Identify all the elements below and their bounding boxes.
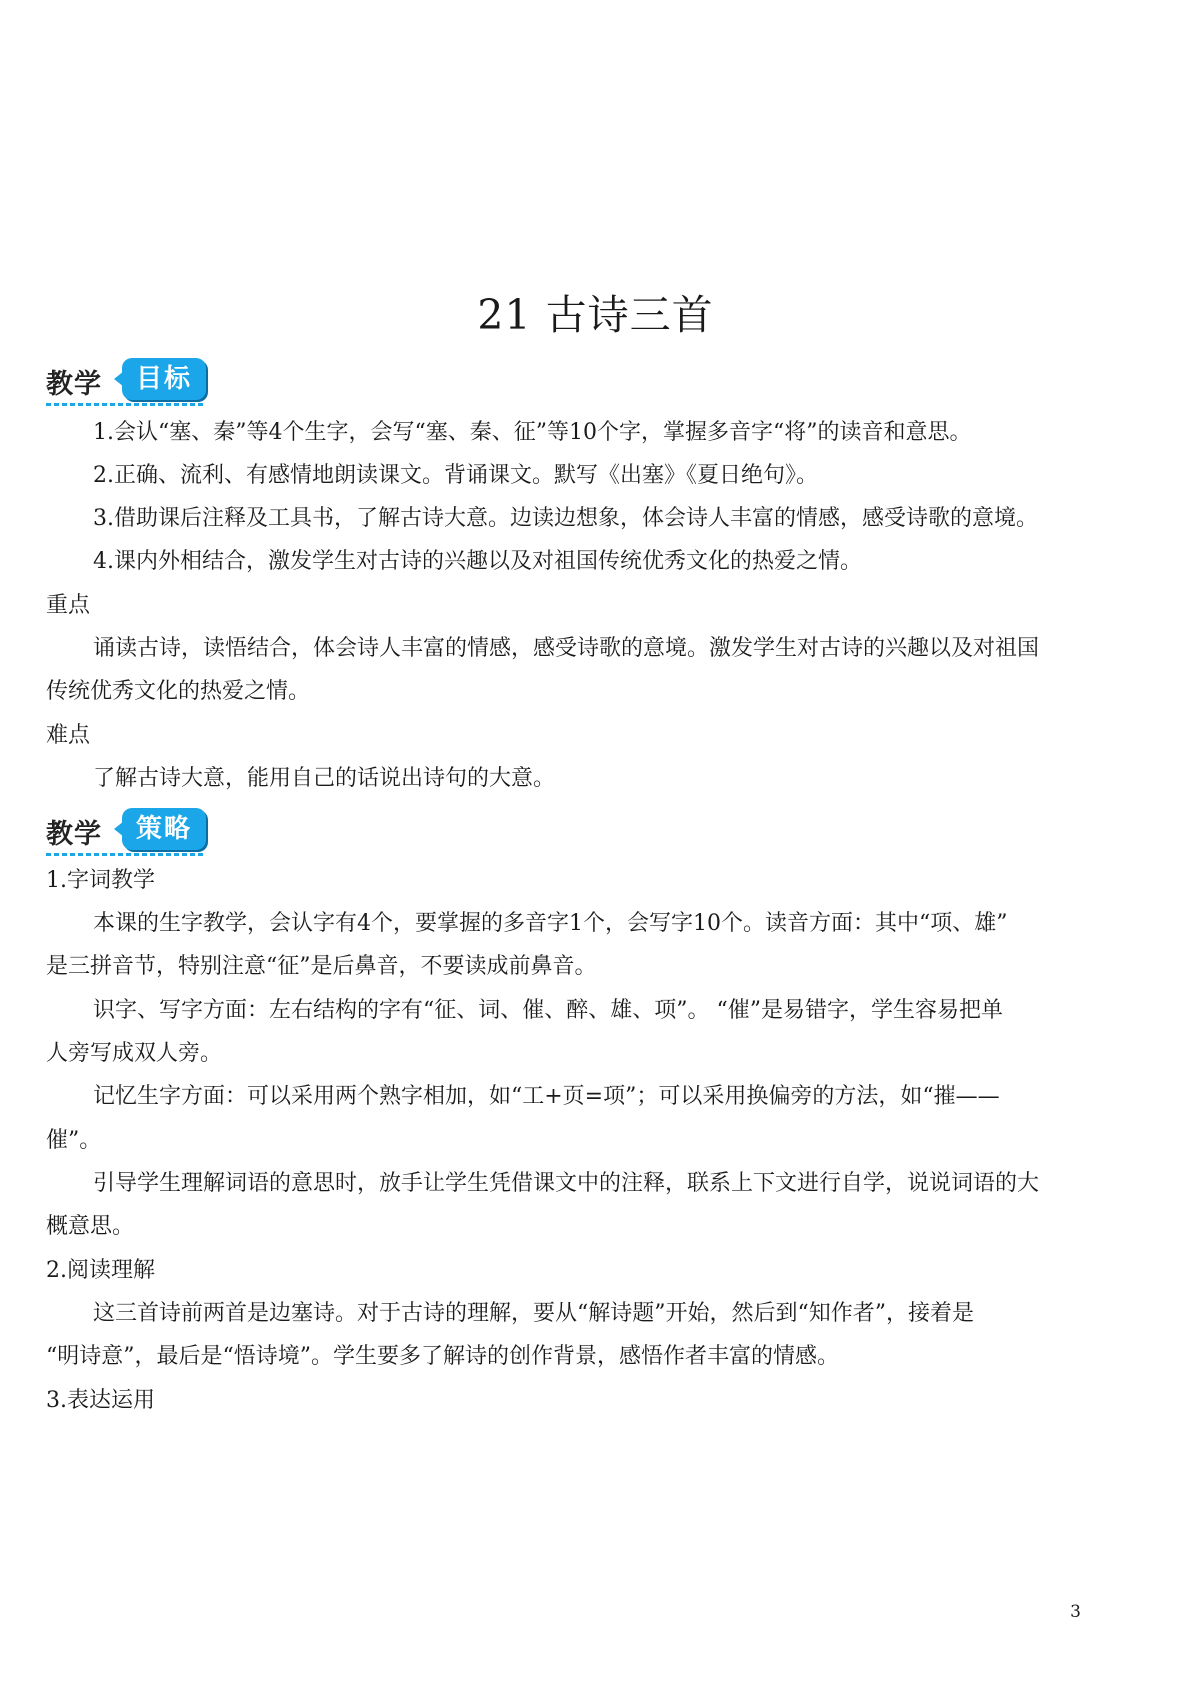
strategy-heading: 1.字词教学 [46, 868, 155, 893]
key-points-text: 传统优秀文化的热爱之情。 [46, 679, 311, 704]
strategy-paragraph: 这三首诗前两首是边塞诗。对于古诗的理解，要从“解诗题”开始，然后到“知作者”，接着是 [93, 1301, 974, 1326]
teaching-strategy-badge [46, 808, 206, 860]
strategy-heading: 3.表达运用 [46, 1388, 155, 1413]
badge-tag: 目标 [122, 358, 206, 400]
strategy-paragraph: 概意思。 [46, 1214, 135, 1239]
badge-label: 教学 [46, 369, 102, 400]
strategy-paragraph: 催”。 [46, 1128, 102, 1153]
strategy-paragraph: 人旁写成双人旁。 [46, 1041, 223, 1066]
badge-tag: 策略 [122, 808, 206, 850]
badge-underline [46, 403, 206, 406]
page-number: 3 [1070, 1602, 1081, 1622]
strategy-heading: 2.阅读理解 [46, 1258, 155, 1283]
difficulties-heading: 难点 [46, 723, 91, 748]
key-points-text: 诵读古诗，读悟结合，体会诗人丰富的情感，感受诗歌的意境。激发学生对古诗的兴趣以及对祖国 [93, 636, 1040, 661]
goal-item: 3.借助课后注释及工具书，了解古诗大意。边读边想象，体会诗人丰富的情感，感受诗歌的意境。 [93, 506, 1038, 531]
strategy-paragraph: 是三拼音节，特别注意“征”是后鼻音，不要读成前鼻音。 [46, 954, 597, 979]
goal-item: 1.会认“塞、秦”等4个生字，会写“塞、秦、征”等10个字，掌握多音字“将”的读音和意思。 [93, 420, 972, 445]
badge-underline [46, 853, 206, 856]
strategy-paragraph: 识字、写字方面：左右结构的字有“征、词、催、醉、雄、项”。 “催”是易错字，学生容易把单 [93, 998, 1003, 1023]
teaching-goals-badge [46, 358, 206, 410]
key-points-heading: 重点 [46, 593, 91, 618]
goal-item: 2.正确、流利、有感情地朗读课文。背诵课文。默写《出塞》《夏日绝句》。 [93, 463, 818, 488]
strategy-paragraph: “明诗意”，最后是“悟诗境”。学生要多了解诗的创作背景，感悟作者丰富的情感。 [46, 1344, 839, 1369]
badge-label: 教学 [46, 819, 102, 850]
goal-item: 4.课内外相结合，激发学生对古诗的兴趣以及对祖国传统优秀文化的热爱之情。 [93, 549, 862, 574]
strategy-paragraph: 本课的生字教学，会认字有4个，要掌握的多音字1个，会写字10个。读音方面：其中“项、雄” [93, 911, 1008, 936]
lesson-title: 21 古诗三首 [477, 291, 714, 339]
strategy-paragraph: 记忆生字方面：可以采用两个熟字相加，如“工+页=项”；可以采用换偏旁的方法，如“摧—— [93, 1084, 1000, 1109]
difficulties-text: 了解古诗大意，能用自己的话说出诗句的大意。 [93, 766, 556, 791]
strategy-paragraph: 引导学生理解词语的意思时，放手让学生凭借课文中的注释，联系上下文进行自学，说说词语的大 [93, 1171, 1040, 1196]
